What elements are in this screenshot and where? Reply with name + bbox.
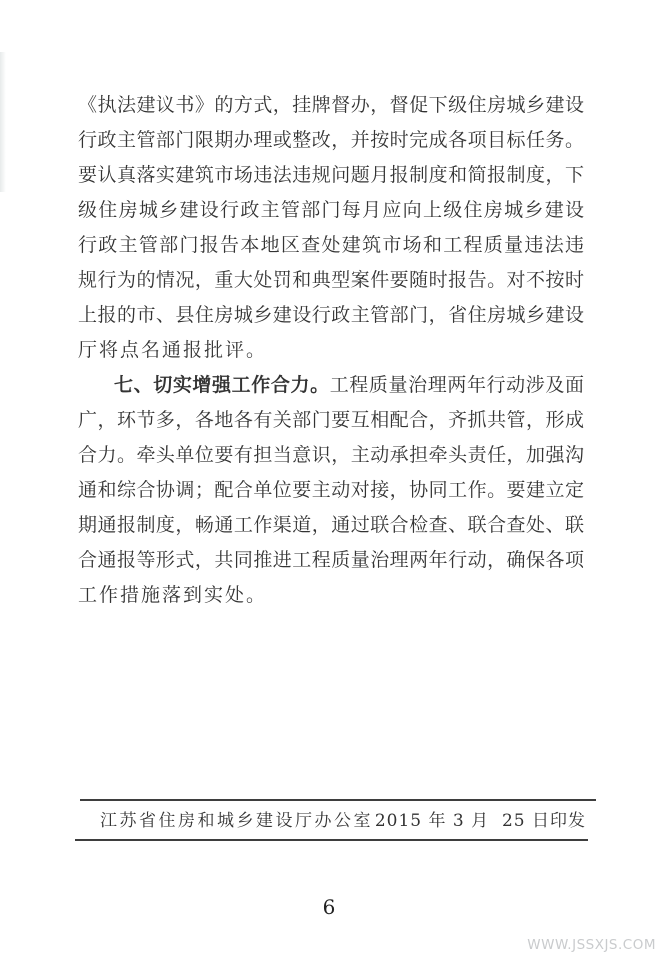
scan-edge-artifact <box>0 52 6 192</box>
footer-print-date: 2015 年 3 月 25 日印发 <box>374 811 586 831</box>
text-line: 级住房城乡建设行政主管部门每月应向上级住房城乡建设 <box>78 199 584 221</box>
text-line: 《执法建议书》的方式，挂牌督办，督促下级住房城乡建设 <box>78 94 584 116</box>
text-line: 要认真落实建筑市场违法违规问题月报制度和简报制度，下 <box>78 164 584 186</box>
paragraph2-lead-text: 工程质量治理两年行动涉及面 <box>329 374 584 396</box>
text-line: 规行为的情况，重大处罚和典型案件要随时报告。对不按时 <box>78 269 584 291</box>
text-line: 上报的市、县住房城乡建设行政主管部门，省住房城乡建设 <box>78 304 584 326</box>
text-line: 合通报等形式，共同推进工程质量治理两年行动，确保各项 <box>78 549 584 571</box>
text-line: 广，环节多，各地各有关部门要互相配合，齐抓共管，形成 <box>78 409 584 431</box>
text-line: 合力。牵头单位要有担当意识，主动承担牵头责任，加强沟 <box>78 444 584 466</box>
page-number: 6 <box>322 895 336 919</box>
footer-top-rule <box>80 799 596 801</box>
section-heading: 七、切实增强工作合力。 <box>114 374 330 396</box>
text-line: 通和综合协调；配合单位要主动对接，协同工作。要建立定 <box>78 479 584 501</box>
paragraph2-first-line <box>78 368 584 403</box>
text-line: 期通报制度，畅通工作渠道，通过联合检查、联合查处、联 <box>78 514 584 536</box>
paragraph1-last-line: 厅将点名通报批评。 <box>78 339 268 361</box>
site-watermark: WWW.JSSXJS.COM <box>527 937 656 953</box>
text-line: 行政主管部门报告本地区查处建筑市场和工程质量违法违 <box>78 234 584 256</box>
footer-issuer: 江苏省住房和城乡建设厅办公室 <box>100 811 373 831</box>
body-text <box>78 88 584 613</box>
text-line: 行政主管部门限期办理或整改，并按时完成各项目标任务。 <box>78 129 584 151</box>
footer-imprint-row <box>78 806 590 831</box>
paragraph2-last-line: 工作措施落到实处。 <box>78 584 268 606</box>
footer-bottom-rule <box>75 839 588 841</box>
